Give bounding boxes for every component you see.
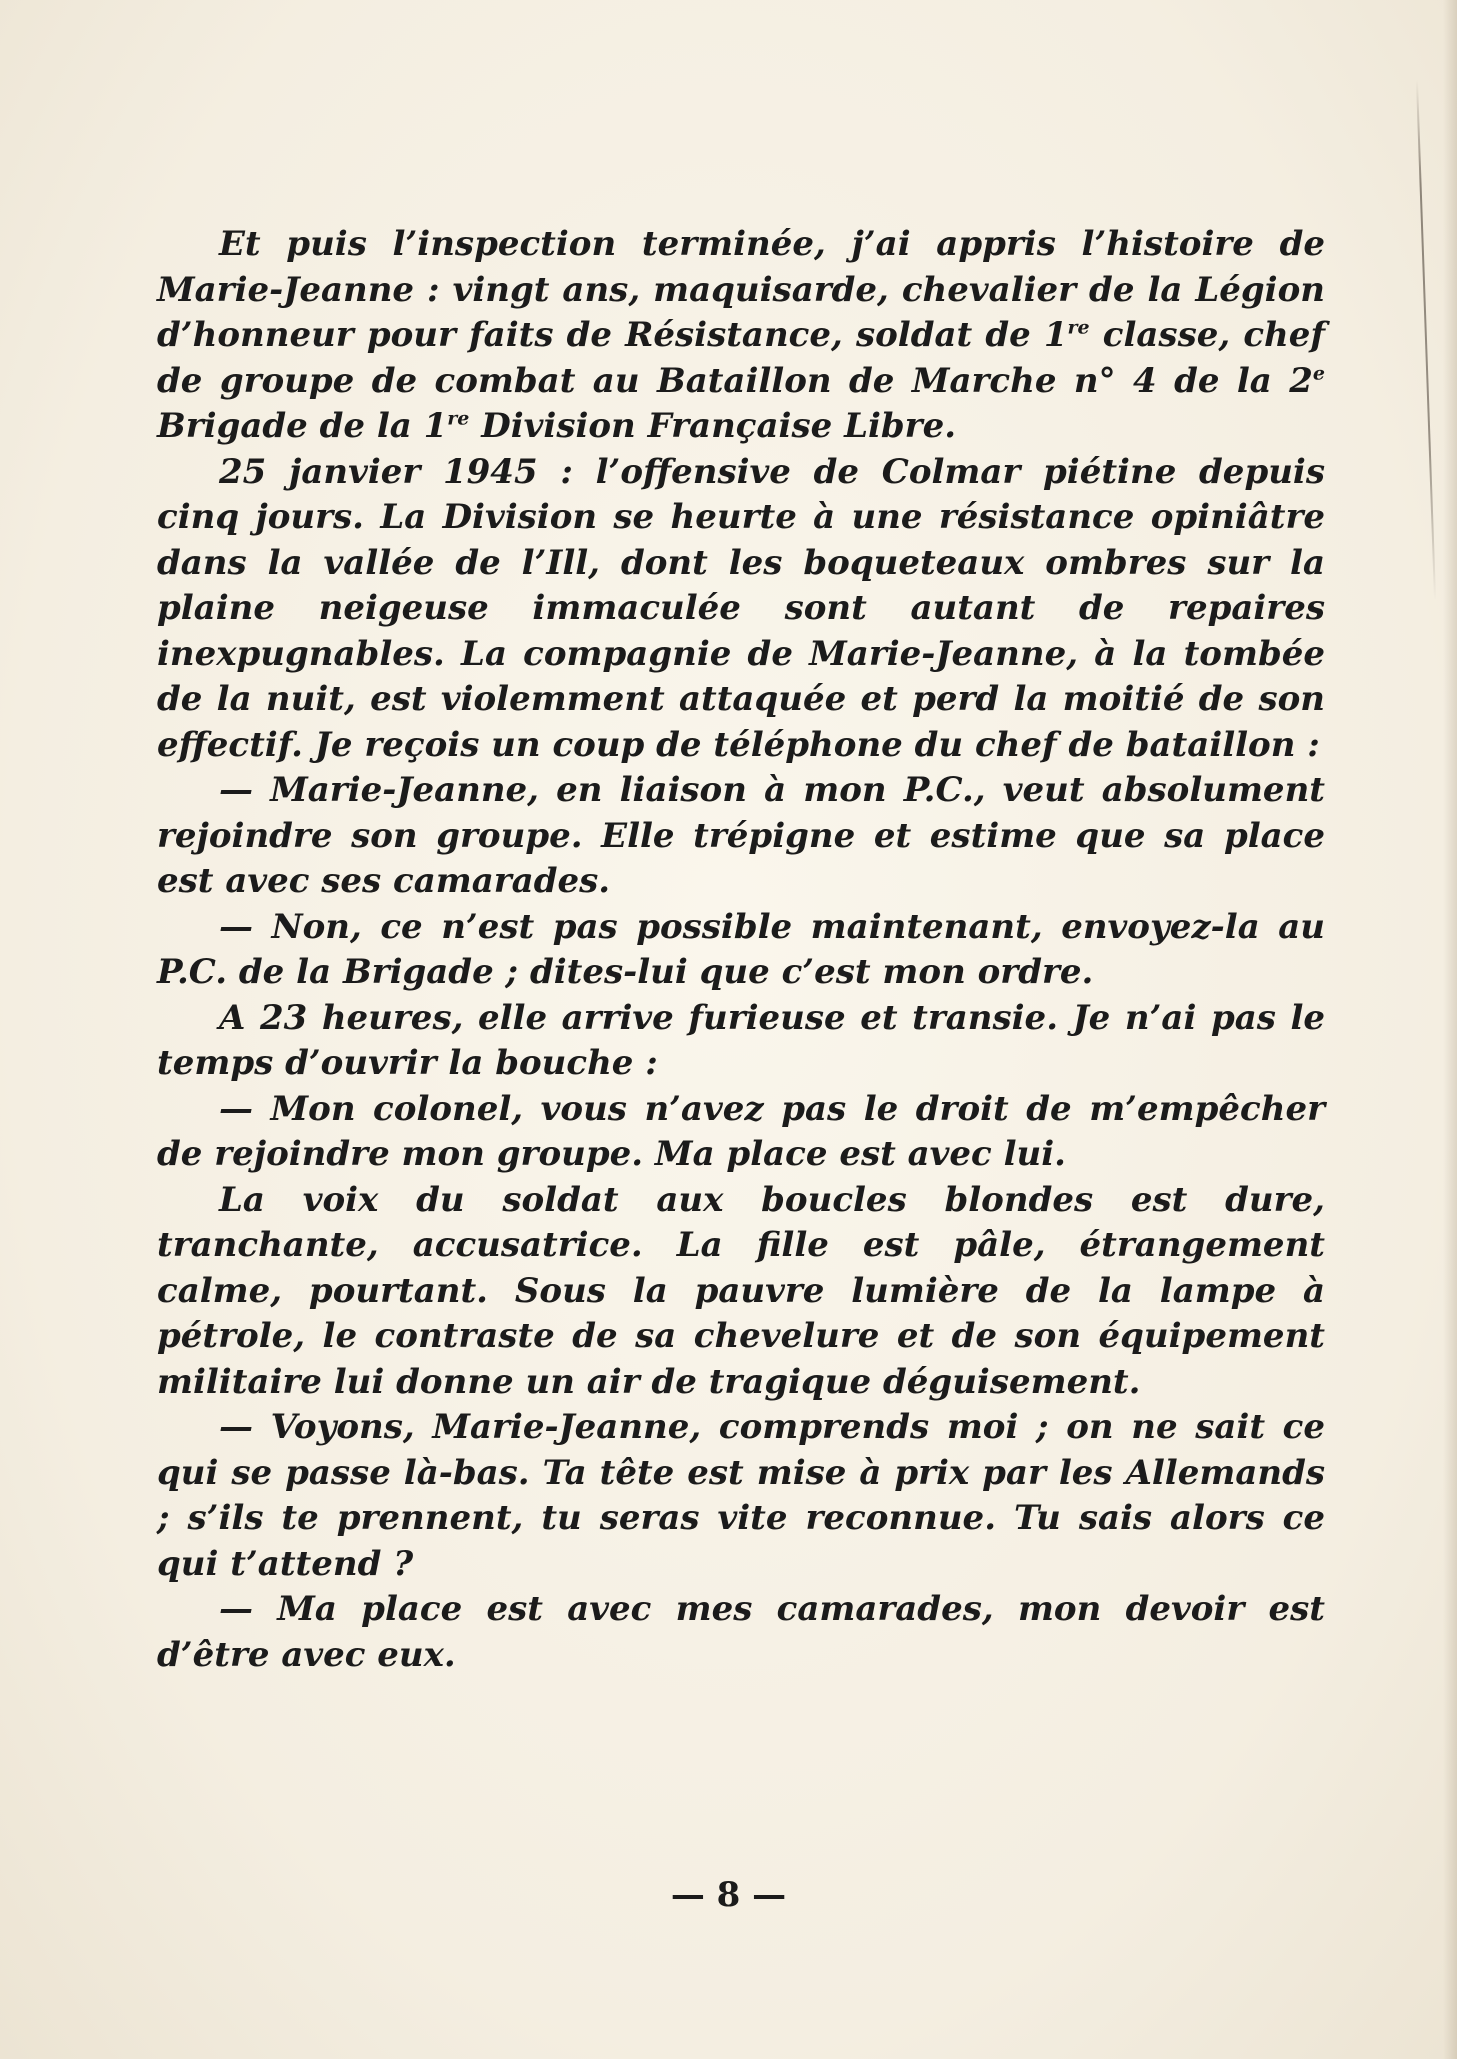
superscript-text: re bbox=[1067, 316, 1090, 339]
paragraph-text: — Non, ce n’est pas possible maintenant, envoyez-la au P.C. de la Brigade ; dites-lui que c’est mon ordre. bbox=[157, 906, 1325, 992]
paragraph bbox=[157, 1405, 1325, 1587]
paragraph-text: La voix du soldat aux boucles blondes est dure, tranchante, accusatrice. La fille est pâle, étrangement calme, pourtant. Sous la pauvre lumière de la lampe à pétrole, le contraste de sa chevelure et de son équipement militaire lui donne un air de tragique déguisement. bbox=[157, 1179, 1325, 1402]
paragraph-text: — Voyons, Marie-Jeanne, comprends moi ; on ne sait ce qui se passe là-bas. Ta tête est mise à prix par les Allemands ; s’ils te prennent, tu seras vite reconnue. Tu sais alors ce qui t’attend ? bbox=[157, 1407, 1325, 1584]
superscript-text: re bbox=[447, 407, 470, 430]
paragraph-text: — Mon colonel, vous n’avez pas le droit de m’empêcher de rejoindre mon groupe. Ma place est avec lui. bbox=[157, 1088, 1325, 1174]
paragraph-text: A 23 heures, elle arrive furieuse et transie. Je n’ai pas le temps d’ouvrir la bouche : bbox=[157, 997, 1325, 1083]
paragraph-text: Brigade de la 1 bbox=[157, 406, 448, 446]
paragraph-text: 25 janvier 1945 : l’offensive de Colmar piétine depuis cinq jours. La Division se heurte à une résistance opiniâtre dans la vallée de l’Ill, dont les boqueteaux ombres sur la plaine neigeuse immaculée sont autant de repaires inexpugnables. La compagnie de Marie-Jeanne, à la tombée de la nuit, est violemment attaquée et perd la moitié de son effectif. Je reçois un coup de téléphone du chef de bataillon : bbox=[157, 451, 1325, 765]
paragraph bbox=[157, 768, 1325, 905]
paragraph bbox=[157, 1178, 1325, 1406]
page-number: — 8 — bbox=[670, 1875, 787, 1915]
page-edge-shadow bbox=[1443, 0, 1457, 2059]
body-text bbox=[157, 222, 1325, 1678]
paragraph bbox=[157, 905, 1325, 996]
paragraph bbox=[157, 1587, 1325, 1678]
paragraph bbox=[157, 222, 1325, 450]
paragraph bbox=[157, 1087, 1325, 1178]
paragraph-text: — Marie-Jeanne, en liaison à mon P.C., veut absolument rejoindre son groupe. Elle trépigne et estime que sa place est avec ses camarades. bbox=[157, 770, 1325, 901]
paragraph-text: classe, chef de groupe de combat au Bataillon de Marche n° 4 de la 2 bbox=[157, 315, 1325, 401]
page-crease-mark bbox=[1416, 80, 1436, 600]
paragraph bbox=[157, 450, 1325, 769]
paragraph-text: Et puis l’inspection terminée, j’ai appris l’histoire de Marie-Jeanne : vingt ans, maquisarde, chevalier de la Légion d’honneur pour faits de Résistance, soldat de 1 bbox=[157, 224, 1325, 355]
paragraph-text: — Ma place est avec mes camarades, mon devoir est d’être avec eux. bbox=[157, 1589, 1325, 1675]
paragraph bbox=[157, 996, 1325, 1087]
superscript-text: e bbox=[1312, 362, 1325, 385]
paragraph-text: Division Française Libre. bbox=[469, 406, 957, 446]
